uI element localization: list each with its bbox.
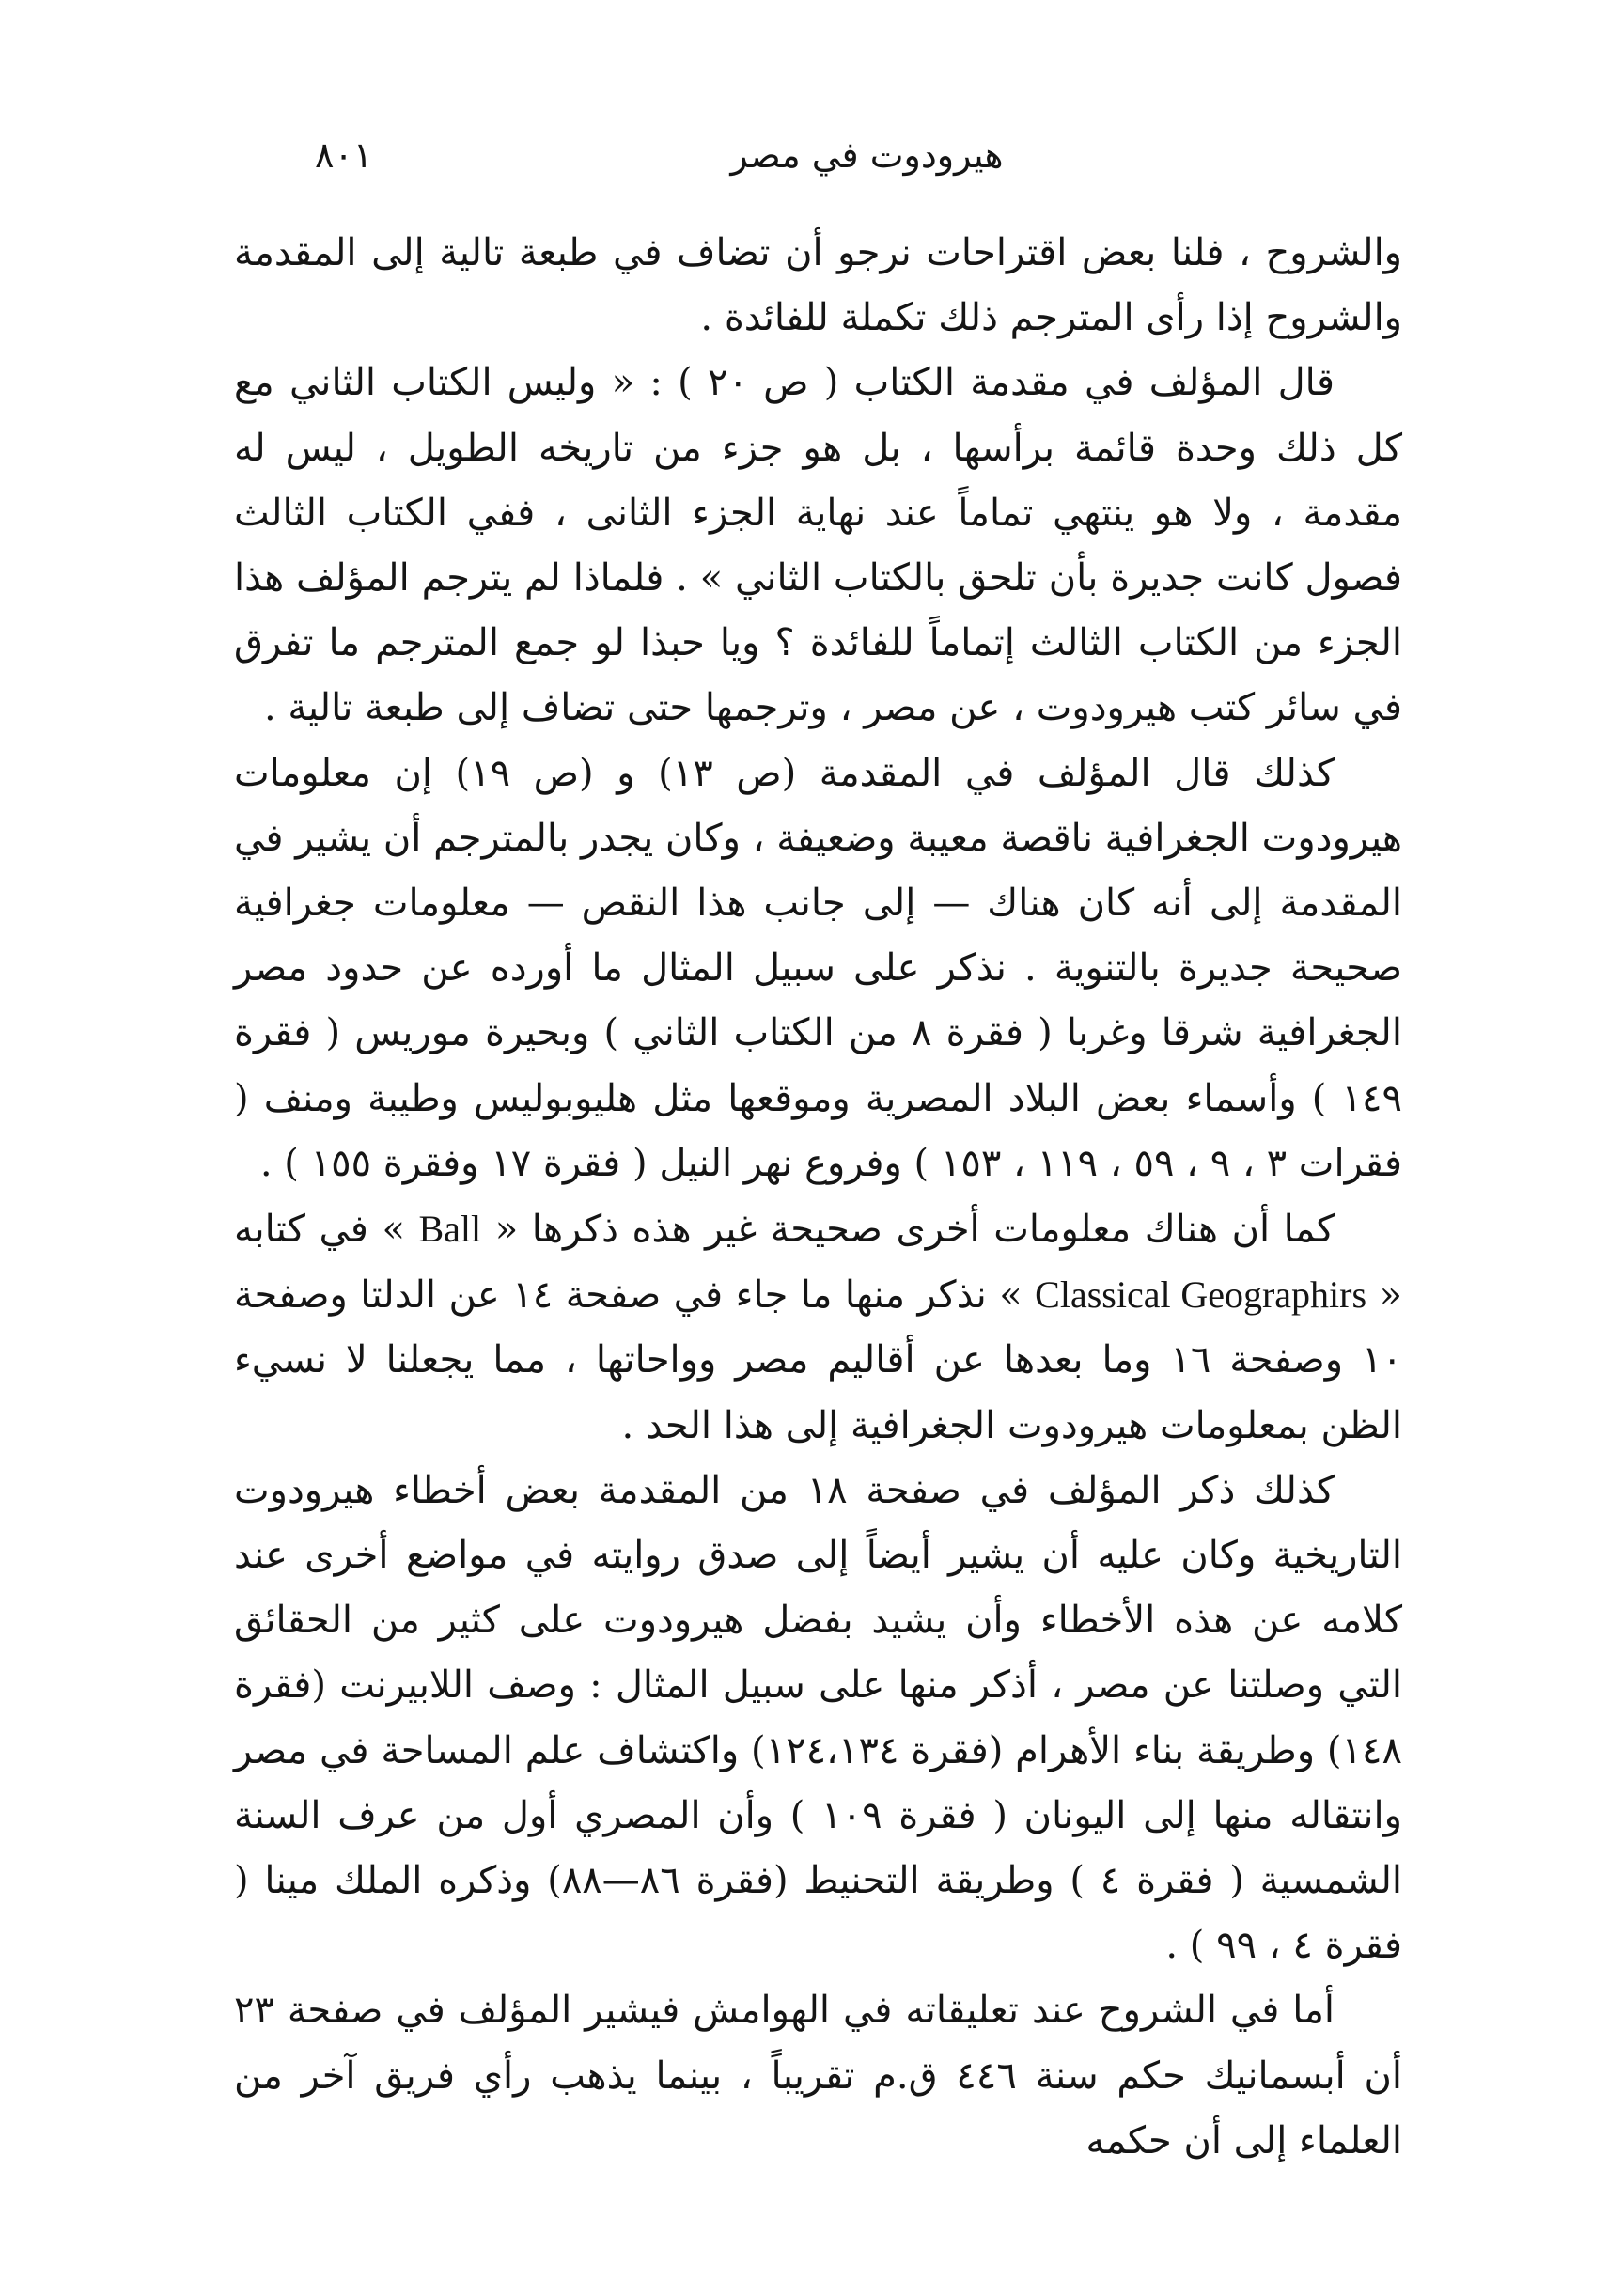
paragraph-3: كذلك قال المؤلف في المقدمة (ص ١٣) و (ص ١٩) إن معلومات هيرودوت الجغرافية ناقصة معيبة وضعيفة ، وكان يجدر بالمترجم أن يشير في المقدمة إلى أنه كان هناك — إلى جانب هذا النقص — معلومات جغرافية صحيحة جديرة بالتنوية . نذكر على سبيل المثال ما أورده عن حدود مصر الجغرافية شرقا وغربا ( فقرة ٨ من الكتاب الثاني ) وبحيرة موريس ( فقرة ١٤٩ ) وأسماء بعض البلاد المصرية وموقعها مثل هليوبوليس وطيبة ومنف ( فقرات ٣ ، ٩ ، ٥٩ ، ١١٩ ، ١٥٣ ) وفروع نهر النيل ( فقرة ١٧ وفقرة ١٥٥ ) . xyxy=(234,751,1402,1185)
paragraph-4-part-2: » في كتابه « xyxy=(234,1208,1402,1318)
body-text xyxy=(234,221,1402,2174)
paragraph-4-part-3: » نذكر منها ما جاء في صفحة ١٤ عن الدلتا وصفحة ١٠ وصفحة ١٦ وما بعدها عن أقاليم مصر وواحاتها ، مما يجعلنا لا نسيء الظن بمعلومات هيرودوت الجغرافية إلى هذا الحد . xyxy=(234,1273,1402,1447)
paragraph-4-part-1: كما أن هناك معلومات أخرى صحيحة غير هذه ذكرها « xyxy=(481,1208,1335,1252)
paragraph-5: كذلك ذكر المؤلف في صفحة ١٨ من المقدمة بعض أخطاء هيرودوت التاريخية وكان عليه أن يشير أيضاً إلى صدق روايته في مواضع أخرى عند كلامه عن هذه الأخطاء وأن يشيد بفضل هيرودوت على كثير من الحقائق التي وصلتنا عن مصر ، أذكر منها على سبيل المثال : وصف اللابيرنت (فقرة ١٤٨) وطريقة بناء الأهرام (فقرة ١٢٤،١٣٤) واكتشاف علم المساحة في مصر وانتقاله منها إلى اليونان ( فقرة ١٠٩ ) وأن المصري أول من عرف السنة الشمسية ( فقرة ٤ ) وطريقة التحنيط (فقرة ٨٦—٨٨) وذكره الملك مينا ( فقرة ٤ ، ٩٩ ) . xyxy=(234,1468,1402,1968)
running-head-title: هيرودوت في مصر xyxy=(730,134,1004,176)
paragraph-2: قال المؤلف في مقدمة الكتاب ( ص ٢٠ ) : « وليس الكتاب الثاني مع كل ذلك وحدة قائمة برأسها ، بل هو جزء من تاريخه الطويل ، ليس له مقدمة ، ولا هو ينتهي تماماً عند نهاية الجزء الثانى ، ففي الكتاب الثالث فصول كانت جديرة بأن تلحق بالكتاب الثاني » . فلماذا لم يترجم المؤلف هذا الجزء من الكتاب الثالث إتماماً للفائدة ؟ ويا حبذا لو جمع المترجم ما تفرق في سائر كتب هيرودوت ، عن مصر ، وترجمها حتى تضاف إلى طبعة تالية . xyxy=(234,361,1403,730)
paragraph-6: أما في الشروح عند تعليقاته في الهوامش فيشير المؤلف في صفحة ٢٣ أن أبسمانيك حكم سنة ٤٤٦ ق.م تقريباً ، بينما يذهب رأي فريق آخر من العلماء إلى أن حكمه xyxy=(234,1989,1402,2162)
paragraph-4 xyxy=(234,1196,1402,1459)
page-number: ٨٠١ xyxy=(315,134,373,176)
paragraph-1: والشروح ، فلنا بعض اقتراحات نرجو أن تضاف في طبعة تالية إلى المقدمة والشروح إذا رأى المترجم ذلك تكملة للفائدة . xyxy=(234,231,1402,340)
running-head xyxy=(315,122,1419,188)
latin-term-ball: Ball xyxy=(418,1208,482,1251)
latin-term-classical-geographirs: Classical Geographirs xyxy=(1035,1273,1367,1317)
